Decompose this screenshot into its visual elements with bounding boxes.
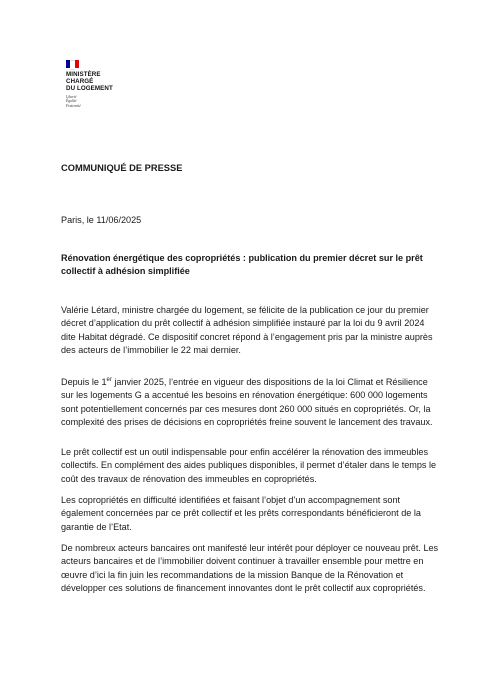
republic-motto — [66, 95, 156, 108]
paragraph-loan-tool: Le prêt collectif est un outil indispensable pour enfin accélérer la rénovation des immeubles collectifs. En complément des aides publiques disponibles, il permet d’étaler dans le temps le coût des travaux de rénovation des immeubles en copropriétés. — [61, 447, 437, 484]
paragraph-context-rest: janvier 2025, l’entrée en vigueur des dispositions de la loi Climat et Résilience sur les logements G a accentué les besoins en rénovation énergétique: 600 000 logements sont potentiellement concernés par ces mesures dont 260 000 situés en copropriétés. Or, la complexité des prises de décisions en copropriétés freine souvent le lancement des travaux. — [61, 377, 433, 427]
place-date: Paris, le 11/06/2025 — [61, 215, 142, 225]
document-heading: COMMUNIQUÉ DE PRESSE — [61, 163, 183, 173]
paragraph-context — [61, 376, 441, 429]
motto-egalite: Égalité — [66, 99, 77, 104]
ministry-name-line-3: DU LOGEMENT — [66, 85, 113, 92]
ordinal-superscript: er — [106, 376, 112, 383]
motto-liberte: Liberté — [66, 95, 77, 99]
ministry-name-line-2: CHARGÉ — [66, 78, 94, 85]
motto-fraternite: Fraternité — [66, 103, 81, 108]
paragraph-context-start: Depuis le 1 — [61, 377, 107, 387]
paragraph-state-guarantee: Les copropriétés en difficulté identifiées et faisant l’objet d’un accompagnement sont également concernées par ce prêt collectif et les prêts correspondants bénéficieront de la garantie de l’Etat. — [61, 495, 421, 532]
french-flag-icon — [66, 60, 79, 68]
ministry-name-line-1: MINISTÈRE — [66, 71, 101, 78]
ministry-logo — [66, 60, 156, 108]
press-release-subject: Rénovation énergétique des copropriétés : publication du premier décret sur le prêt collectif à adhésion simplifiée — [61, 253, 423, 277]
paragraph-banking-actors: De nombreux acteurs bancaires ont manifesté leur intérêt pour déployer ce nouveau prêt. Les acteurs bancaires et de l’immobilier doivent continuer à travailler ensemble pour mettre en œuvre d’ici la fin juin les recommandations de la mission Banque de la Rénovation et développer ces solutions de financement innovantes dont le prêt collectif aux copropriétés. — [61, 543, 439, 593]
paragraph-intro: Valérie Létard, ministre chargée du logement, se félicite de la publication ce jour du premier décret d’application du prêt collectif à adhésion simplifiée instauré par la loi du 9 avril 2024 dite Habitat dégradé. Ce dispositif concret répond à l’engagement pris par la ministre auprès des acteurs de l’immobilier le 22 mai dernier. — [61, 305, 433, 355]
